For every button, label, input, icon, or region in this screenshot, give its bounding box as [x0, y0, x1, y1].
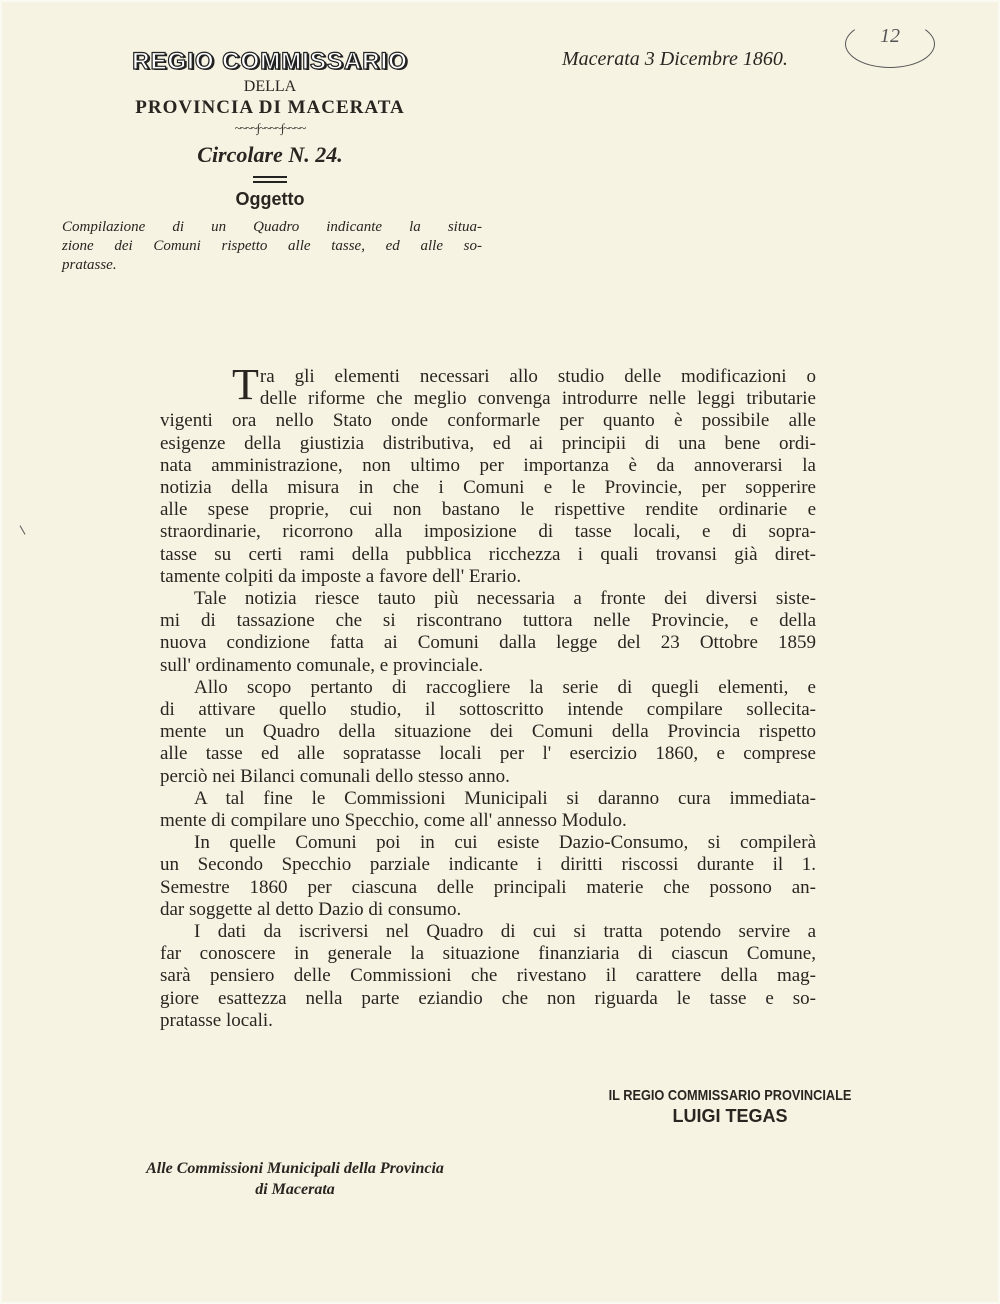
subject-heading: Oggetto: [235, 189, 305, 209]
paragraph: [160, 921, 816, 1032]
subject-line: Compilazione di un Quadro indicante la situa-: [62, 219, 482, 235]
text-line: In quelle Comuni poi in cui esiste Dazio-Consumo, si compilerà: [194, 832, 816, 854]
text-line: far conoscere in generale la situazione finanziaria di ciascun Comune,: [160, 943, 816, 965]
text-line: sull' ordinamento comunale, e provinciale.: [160, 654, 484, 676]
text-line: Allo scopo pertanto di raccogliere la serie di quegli elementi, e: [194, 676, 816, 698]
text-line: mente di compilare uno Specchio, come all' annesso Modulo.: [160, 810, 627, 832]
letterhead: [95, 48, 445, 210]
della-line: DELLA: [243, 78, 297, 95]
text-line: tamente colpiti da imposte a favore dell' Erario.: [160, 565, 522, 587]
signature-block: [580, 1087, 880, 1127]
date-line: Macerata 3 Dicembre 1860.: [562, 48, 788, 70]
text-line: delle riforme che meglio convenga introdurre nelle leggi tributarie: [259, 388, 816, 410]
double-rule-divider: [253, 176, 287, 183]
ornament-divider: ~~~~∫~~~~∫~~~~: [234, 121, 306, 135]
signatory-name: LUIGI TEGAS: [672, 1106, 788, 1126]
addressee-line: Alle Commissioni Municipali della Provincia: [146, 1160, 444, 1177]
handwritten-page-number: 12: [845, 20, 935, 68]
addressee-line: di Macerata: [255, 1181, 335, 1198]
subject-line: pratasse.: [62, 257, 117, 273]
text-line: alle spese proprie, cui non bastano le rispettive rendite ordinarie e: [160, 499, 816, 521]
text-line: ra gli elementi necessari allo studio delle modificazioni o: [259, 366, 816, 387]
text-line: A tal fine le Commissioni Municipali si daranno cura immediata-: [194, 787, 816, 809]
text-line: mente un Quadro della situazione dei Comuni della Provincia rispetto: [160, 721, 816, 743]
text-line: Tale notizia riesce tauto più necessaria a fronte dei diversi siste-: [194, 588, 816, 610]
text-line: straordinarie, ricorrono alla imposizione di tasse locali, e di sopra-: [160, 521, 816, 543]
paragraph: [160, 588, 816, 677]
text-line: perciò nei Bilanci comunali dello stesso anno.: [160, 765, 510, 787]
signatory-role: IL REGIO COMMISSARIO PROVINCIALE: [608, 1087, 852, 1104]
drop-cap: T: [232, 360, 259, 409]
text-line: mi di tassazione che si riscontrano tuttora nelle Provincie, e della: [160, 610, 816, 632]
addressee: [85, 1158, 505, 1200]
text-line: nata amministrazione, non ultimo per importanza è da annoverarsi la: [160, 454, 816, 476]
paragraph: [160, 677, 816, 788]
text-line: dar soggette al detto Dazio di consumo.: [160, 898, 462, 920]
circular-number: Circolare N. 24.: [197, 142, 343, 167]
office-title: REGIO COMMISSARIO: [132, 48, 408, 75]
text-line: sarà pensiero delle Commissioni che rivestano il carattere della mag-: [160, 965, 816, 987]
text-line: giore esattezza nella parte eziandio che non riguarda le tasse e so-: [160, 987, 816, 1009]
subject-line: zione dei Comuni rispetto alle tasse, ed alle so-: [62, 238, 482, 254]
paragraph: [160, 356, 816, 588]
paragraph: [160, 832, 816, 921]
text-line: I dati da iscriversi nel Quadro di cui si tratta potendo servire a: [194, 921, 816, 943]
text-line: Semestre 1860 per ciascuna delle principali materie che possono an-: [160, 876, 816, 898]
province-title: PROVINCIA DI MACERATA: [135, 97, 405, 118]
paragraph: [160, 788, 816, 832]
text-line: vigenti ora nello Stato onde conformarle per quanto è possibile alle: [160, 410, 816, 432]
text-line: tasse su certi rami della pubblica ricchezza i quali trovansi già diret-: [160, 543, 816, 565]
text-line: alle tasse ed alle sopratasse locali per l' esercizio 1860, e comprese: [160, 743, 816, 765]
text-line: pratasse locali.: [160, 1009, 273, 1031]
text-line: di attivare quello studio, il sottoscritto intende compilare sollecita-: [160, 699, 816, 721]
circular-body: [160, 356, 816, 1032]
text-line: notizia della misura in che i Comuni e le Provincie, per sopperire: [160, 477, 816, 499]
text-line: esigenze della giustizia distributiva, ed ai principii di una bene ordi-: [160, 432, 816, 454]
text-line: un Secondo Specchio parziale indicante i diritti riscossi durante il 1.: [160, 854, 816, 876]
text-line: nuova condizione fatta ai Comuni dalla legge del 23 Ottobre 1859: [160, 632, 816, 654]
subject-text: [62, 218, 482, 275]
